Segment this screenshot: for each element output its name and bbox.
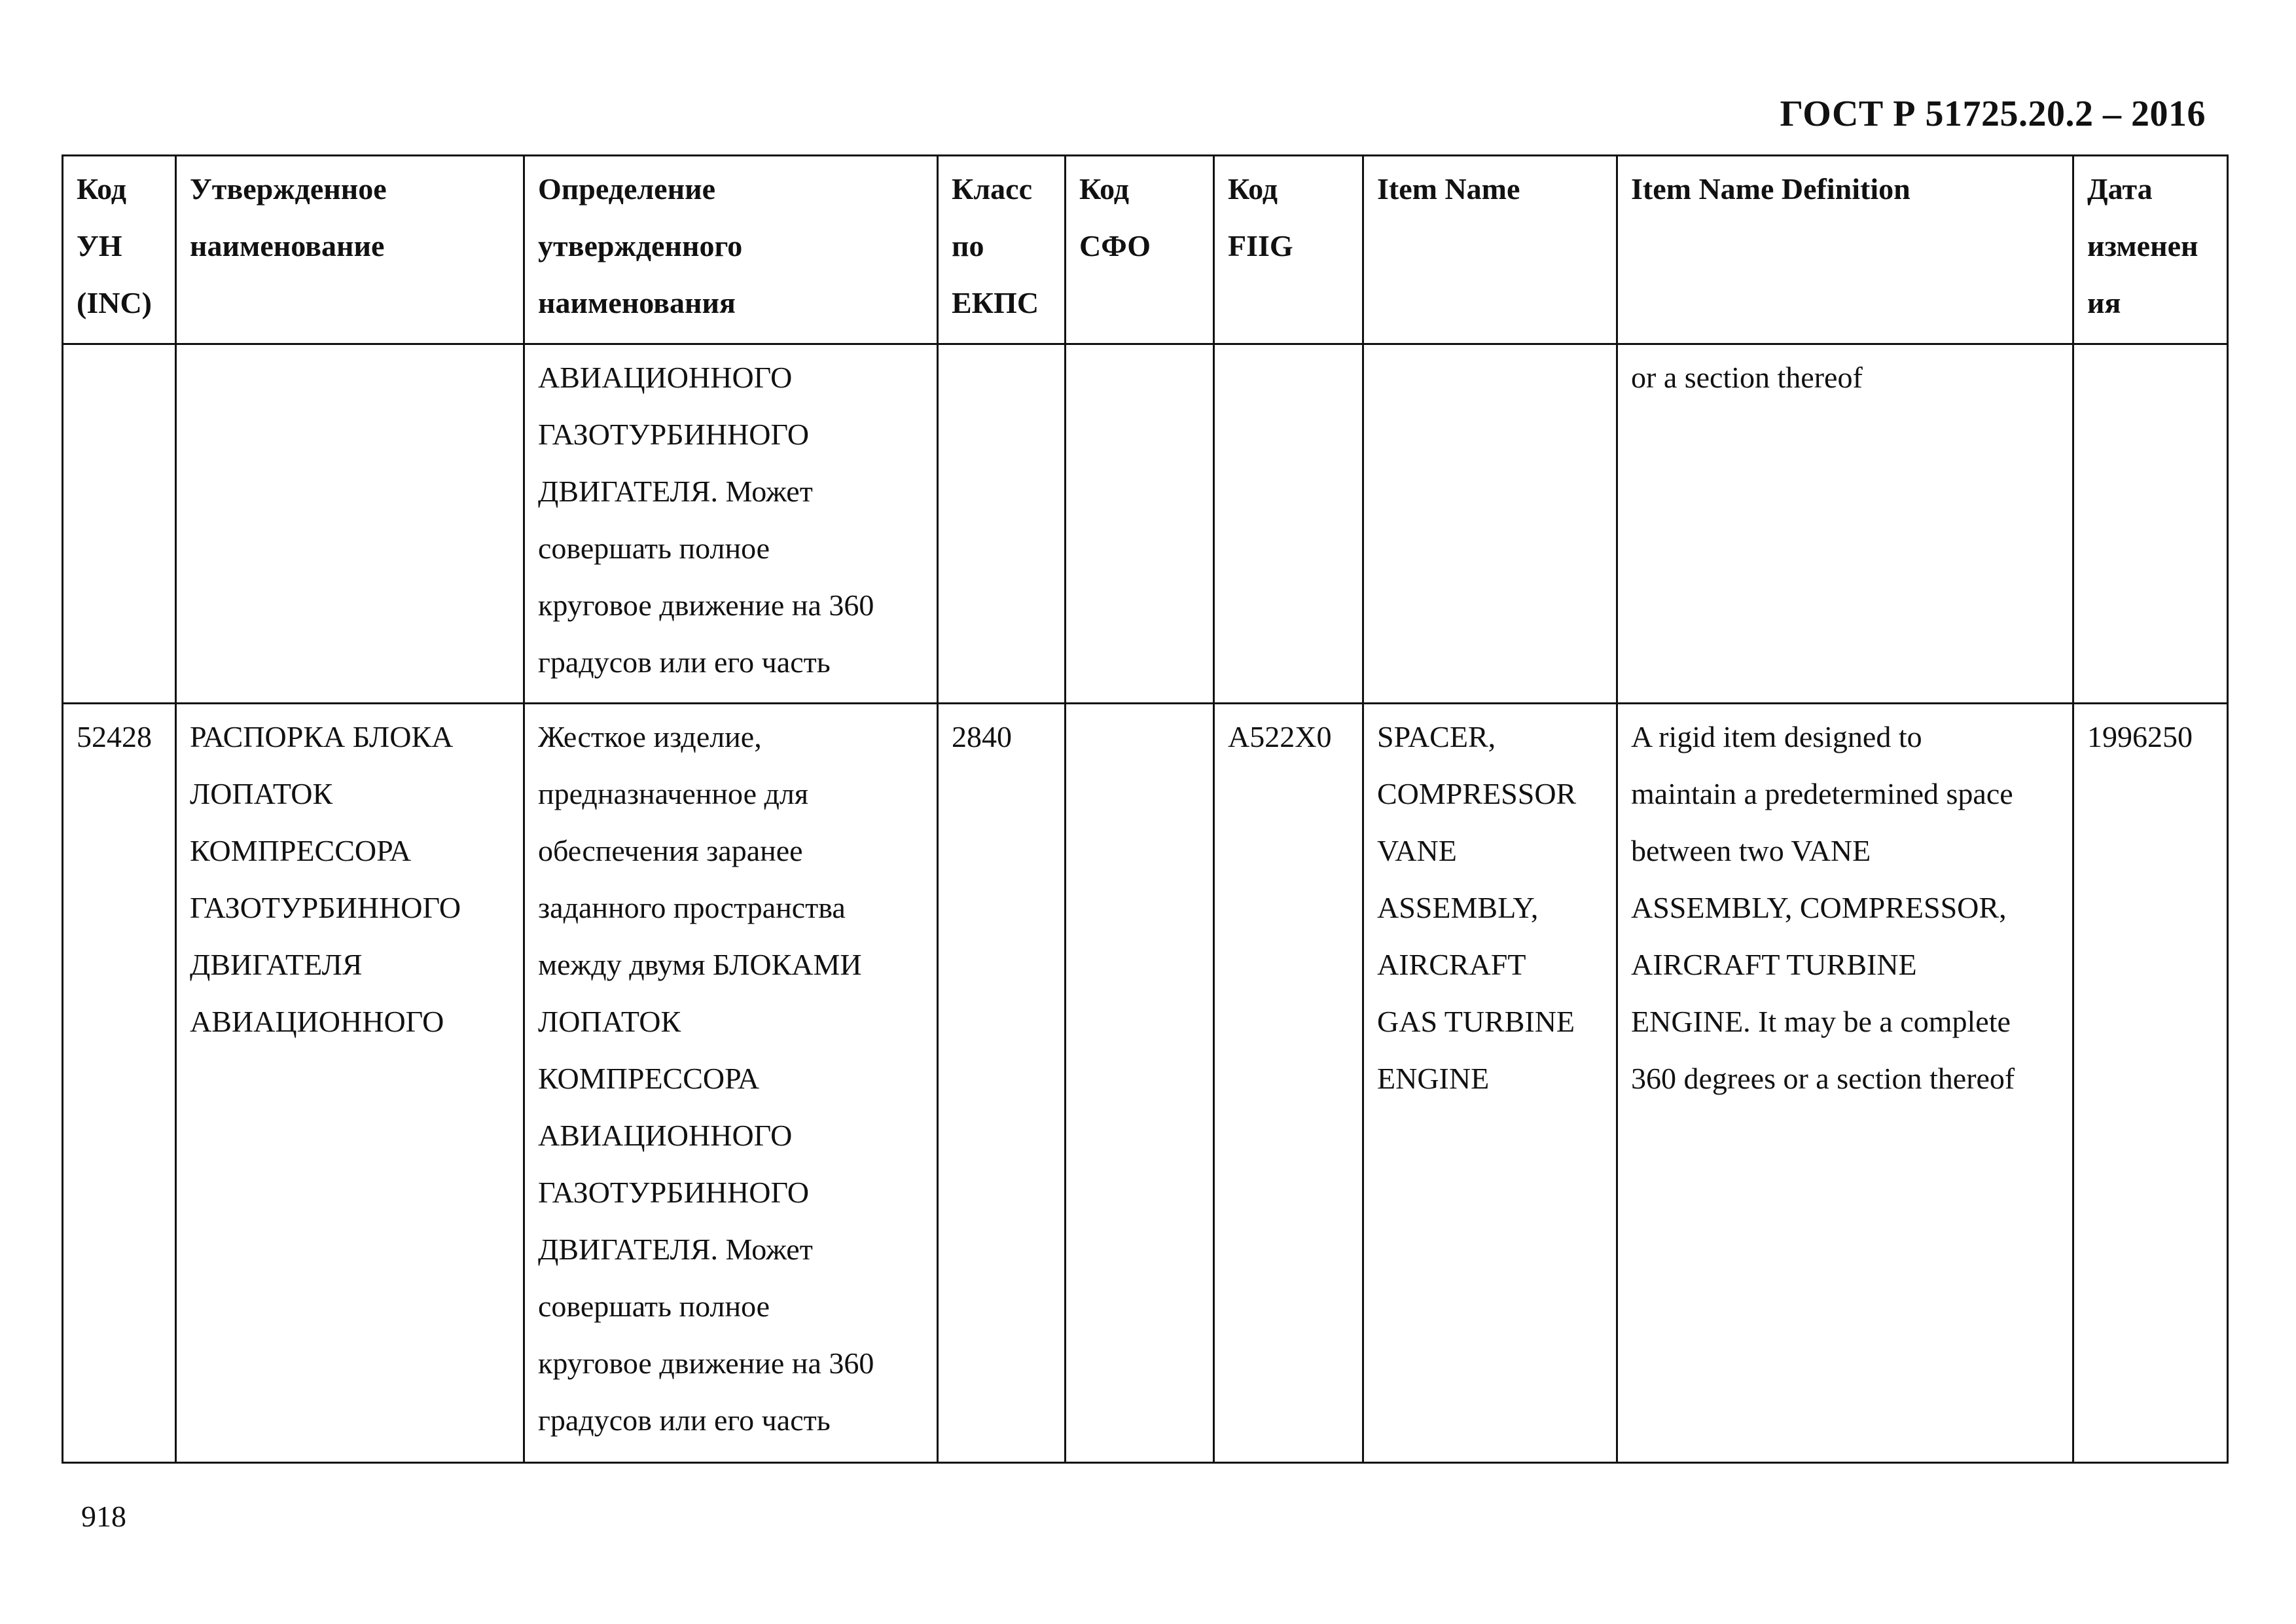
item-name-line: AIRCRAFT bbox=[1377, 948, 1526, 981]
header-line: Дата bbox=[2087, 172, 2153, 206]
document-standard-header: ГОСТ Р 51725.20.2 – 2016 bbox=[1780, 94, 2206, 134]
cell-item-name-definition bbox=[1617, 344, 2073, 704]
definition-line: АВИАЦИОННОГО bbox=[538, 361, 793, 394]
approved-name-line: АВИАЦИОННОГО bbox=[190, 1005, 444, 1038]
definition-line: предназначенное для bbox=[538, 777, 809, 810]
header-line: Item Name Definition bbox=[1631, 172, 1910, 206]
cell-inc bbox=[63, 344, 176, 704]
definition-line: заданного пространства bbox=[538, 891, 846, 924]
header-line: Item Name bbox=[1377, 172, 1520, 206]
header-line: УН bbox=[77, 229, 122, 262]
header-item-name bbox=[1363, 156, 1617, 344]
header-line: Код bbox=[1079, 172, 1130, 206]
cell-approved-name bbox=[176, 704, 524, 1463]
item-name-line: ASSEMBLY, bbox=[1377, 891, 1539, 924]
header-line: (INC) bbox=[77, 286, 152, 319]
definition-line: между двумя БЛОКАМИ bbox=[538, 948, 862, 981]
header-line: Класс bbox=[952, 172, 1032, 206]
cell-definition bbox=[524, 344, 938, 704]
item-definition-line: A rigid item designed to bbox=[1631, 720, 1922, 753]
cell-class bbox=[938, 344, 1066, 704]
definition-line: АВИАЦИОННОГО bbox=[538, 1119, 793, 1152]
item-definition-line: between two VANE bbox=[1631, 834, 1871, 867]
header-line: наименование bbox=[190, 229, 385, 262]
table-row bbox=[63, 704, 2228, 1463]
header-class bbox=[938, 156, 1066, 344]
definition-line: ГАЗОТУРБИННОГО bbox=[538, 418, 810, 451]
header-inc bbox=[63, 156, 176, 344]
header-line: FIIG bbox=[1228, 229, 1293, 262]
approved-name-line: РАСПОРКА БЛОКА bbox=[190, 720, 454, 753]
item-definition-line: ASSEMBLY, COMPRESSOR, bbox=[1631, 891, 2007, 924]
definition-line: круговое движение на 360 bbox=[538, 588, 874, 622]
definition-line: совершать полное bbox=[538, 532, 770, 565]
table-row bbox=[63, 344, 2228, 704]
approved-name-line: ЛОПАТОК bbox=[190, 777, 333, 810]
page-number: 918 bbox=[81, 1500, 126, 1533]
header-item-name-definition bbox=[1617, 156, 2073, 344]
header-line: Утвержденное bbox=[190, 172, 387, 206]
item-definition-line: 360 degrees or a section thereof bbox=[1631, 1062, 2015, 1095]
cell-item-name bbox=[1363, 704, 1617, 1463]
item-definition-line: ENGINE. It may be a complete bbox=[1631, 1005, 2011, 1038]
header-line: по bbox=[952, 229, 984, 262]
cell-sfo-code bbox=[1066, 344, 1214, 704]
cell-inc: 52428 bbox=[63, 704, 176, 1463]
item-name-line: ENGINE bbox=[1377, 1062, 1490, 1095]
cell-change-date bbox=[2073, 344, 2228, 704]
cell-fiig-code bbox=[1214, 344, 1363, 704]
item-name-line: COMPRESSOR bbox=[1377, 777, 1577, 810]
cell-class: 2840 bbox=[938, 704, 1066, 1463]
header-line: ЕКПС bbox=[952, 286, 1039, 319]
definition-line: градусов или его часть bbox=[538, 1403, 831, 1437]
header-line: ия bbox=[2087, 286, 2121, 319]
item-definition-line: maintain a predetermined space bbox=[1631, 777, 2013, 810]
definition-line: ДВИГАТЕЛЯ. Может bbox=[538, 1233, 813, 1266]
definition-line: ЛОПАТОК bbox=[538, 1005, 681, 1038]
header-line: Код bbox=[1228, 172, 1278, 206]
cell-fiig-code: A522X0 bbox=[1214, 704, 1363, 1463]
item-name-line: VANE bbox=[1377, 834, 1457, 867]
table-header-row bbox=[63, 156, 2228, 344]
definition-line: Жесткое изделие, bbox=[538, 720, 762, 753]
item-definition-line: AIRCRAFT TURBINE bbox=[1631, 948, 1917, 981]
header-line: Определение bbox=[538, 172, 716, 206]
header-sfo-code bbox=[1066, 156, 1214, 344]
cell-sfo-code bbox=[1066, 704, 1214, 1463]
definition-line: градусов или его часть bbox=[538, 645, 831, 679]
header-line: изменен bbox=[2087, 229, 2198, 262]
cell-definition bbox=[524, 704, 938, 1463]
cell-item-name-definition bbox=[1617, 704, 2073, 1463]
item-name-line: SPACER, bbox=[1377, 720, 1496, 753]
classification-table bbox=[62, 154, 2229, 1464]
definition-line: ГАЗОТУРБИННОГО bbox=[538, 1176, 810, 1209]
header-definition bbox=[524, 156, 938, 344]
cell-change-date: 1996250 bbox=[2073, 704, 2228, 1463]
definition-line: обеспечения заранее bbox=[538, 834, 803, 867]
header-fiig-code bbox=[1214, 156, 1363, 344]
header-line: Код bbox=[77, 172, 127, 206]
approved-name-line: ДВИГАТЕЛЯ bbox=[190, 948, 363, 981]
approved-name-line: КОМПРЕССОРА bbox=[190, 834, 412, 867]
definition-line: совершать полное bbox=[538, 1290, 770, 1323]
definition-line: ДВИГАТЕЛЯ. Может bbox=[538, 475, 813, 508]
definition-line: КОМПРЕССОРА bbox=[538, 1062, 760, 1095]
header-line: СФО bbox=[1079, 229, 1151, 262]
cell-item-name bbox=[1363, 344, 1617, 704]
item-definition-line: or a section thereof bbox=[1631, 361, 1863, 394]
header-line: утвержденного bbox=[538, 229, 743, 262]
cell-approved-name bbox=[176, 344, 524, 704]
header-change-date bbox=[2073, 156, 2228, 344]
approved-name-line: ГАЗОТУРБИННОГО bbox=[190, 891, 461, 924]
item-name-line: GAS TURBINE bbox=[1377, 1005, 1575, 1038]
definition-line: круговое движение на 360 bbox=[538, 1346, 874, 1380]
header-line: наименования bbox=[538, 286, 736, 319]
header-approved-name bbox=[176, 156, 524, 344]
